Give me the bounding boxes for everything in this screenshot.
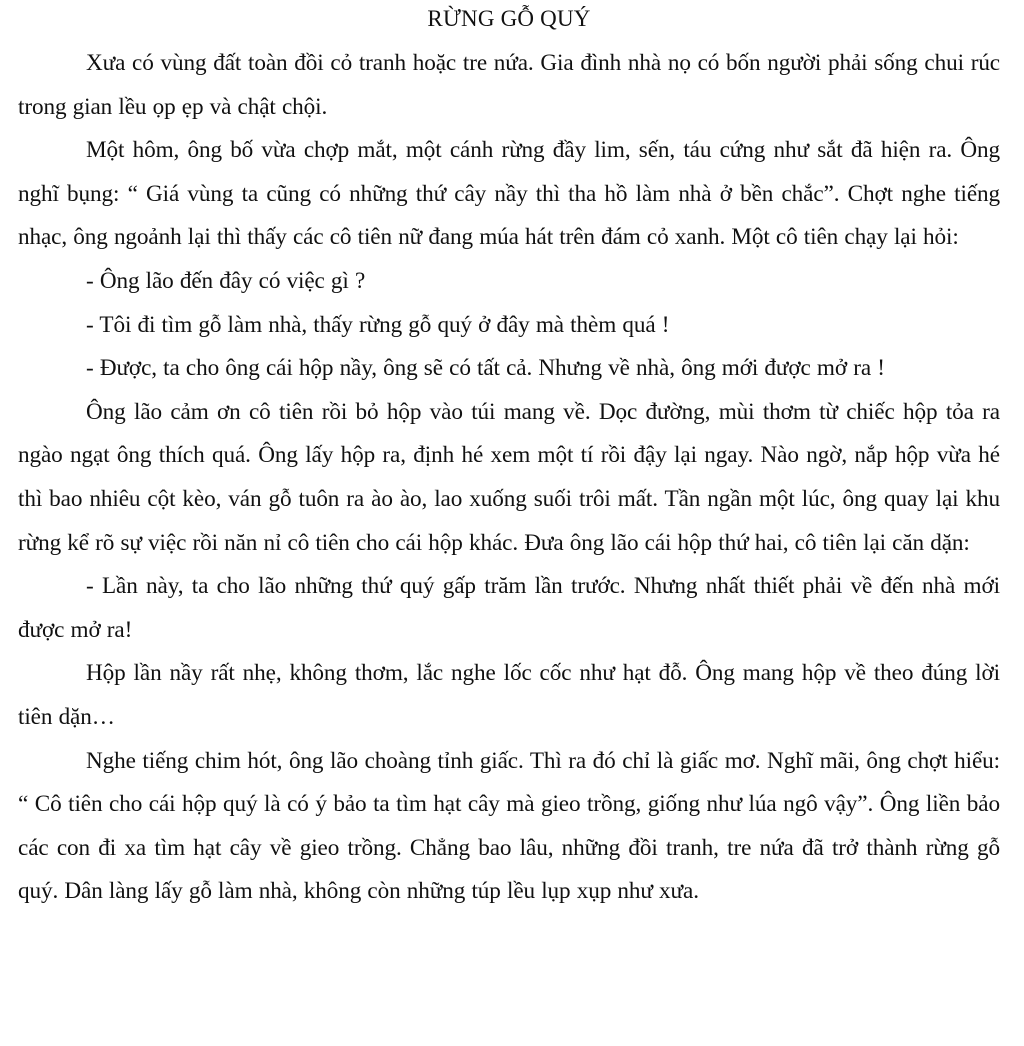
dialogue-line-1: - Ông lão đến đây có việc gì ? [86, 267, 366, 294]
paragraph-3: Ông lão cảm ơn cô tiên rồi bỏ hộp vào túi mang về. Dọc đường, mùi thơm từ chiếc hộp tỏa ra ngào ngạt ông thích quá. Ông lấy hộp ra, định hé xem một tí rồi đậy lại ngay. Nào ngờ, nắp hộp vừa hé thì bao nhiêu cột kèo, ván gỗ tuôn ra ào ào, lao xuống suối trôi mất. Tần ngần một lúc, ông quay lại khu rừng kể rõ sự việc rồi năn nỉ cô tiên cho cái hộp khác. Đưa ông lão cái hộp thứ hai, cô tiên lại căn dặn: [18, 398, 1000, 556]
dialogue-line-2: - Tôi đi tìm gỗ làm nhà, thấy rừng gỗ quý ở đây mà thèm quá ! [86, 311, 670, 338]
paragraph-5: Nghe tiếng chim hót, ông lão choàng tỉnh giấc. Thì ra đó chỉ là giấc mơ. Nghĩ mãi, ông chợt hiểu: “ Cô tiên cho cái hộp quý là có ý bảo ta tìm hạt cây mà gieo trồng, giống như lúa ngô vậy”. Ông liền bảo các con đi xa tìm hạt cây về gieo trồng. Chẳng bao lâu, những đồi tranh, tre nứa đã trở thành rừng gỗ quý. Dân làng lấy gỗ làm nhà, không còn những túp lều lụp xụp như xưa. [18, 747, 1000, 905]
paragraph-4: Hộp lần nầy rất nhẹ, không thơm, lắc nghe lốc cốc như hạt đỗ. Ông mang hộp về theo đúng lời tiên dặn… [18, 660, 1000, 730]
dialogue-line-3: - Được, ta cho ông cái hộp nầy, ông sẽ có tất cả. Nhưng về nhà, ông mới được mở ra ! [86, 355, 885, 382]
paragraph-2: Một hôm, ông bố vừa chợp mắt, một cánh rừng đầy lim, sến, táu cứng như sắt đã hiện ra. Ông nghĩ bụng: “ Giá vùng ta cũng có những thứ cây nầy thì tha hồ làm nhà ở bền chắc”. Chợt nghe tiếng nhạc, ông ngoảnh lại thì thấy các cô tiên nữ đang múa hát trên đám cỏ xanh. Một cô tiên chạy lại hỏi: [18, 137, 1000, 251]
paragraph-1: Xưa có vùng đất toàn đồi cỏ tranh hoặc tre nứa. Gia đình nhà nọ có bốn người phải sống chui rúc trong gian lều ọp ẹp và chật chội. [18, 50, 1000, 120]
document-title: RỪNG GỖ QUÝ [427, 6, 591, 31]
dialogue-line-4: - Lần này, ta cho lão những thứ quý gấp trăm lần trước. Nhưng nhất thiết phải về đến nhà mới được mở ra! [18, 573, 1000, 643]
